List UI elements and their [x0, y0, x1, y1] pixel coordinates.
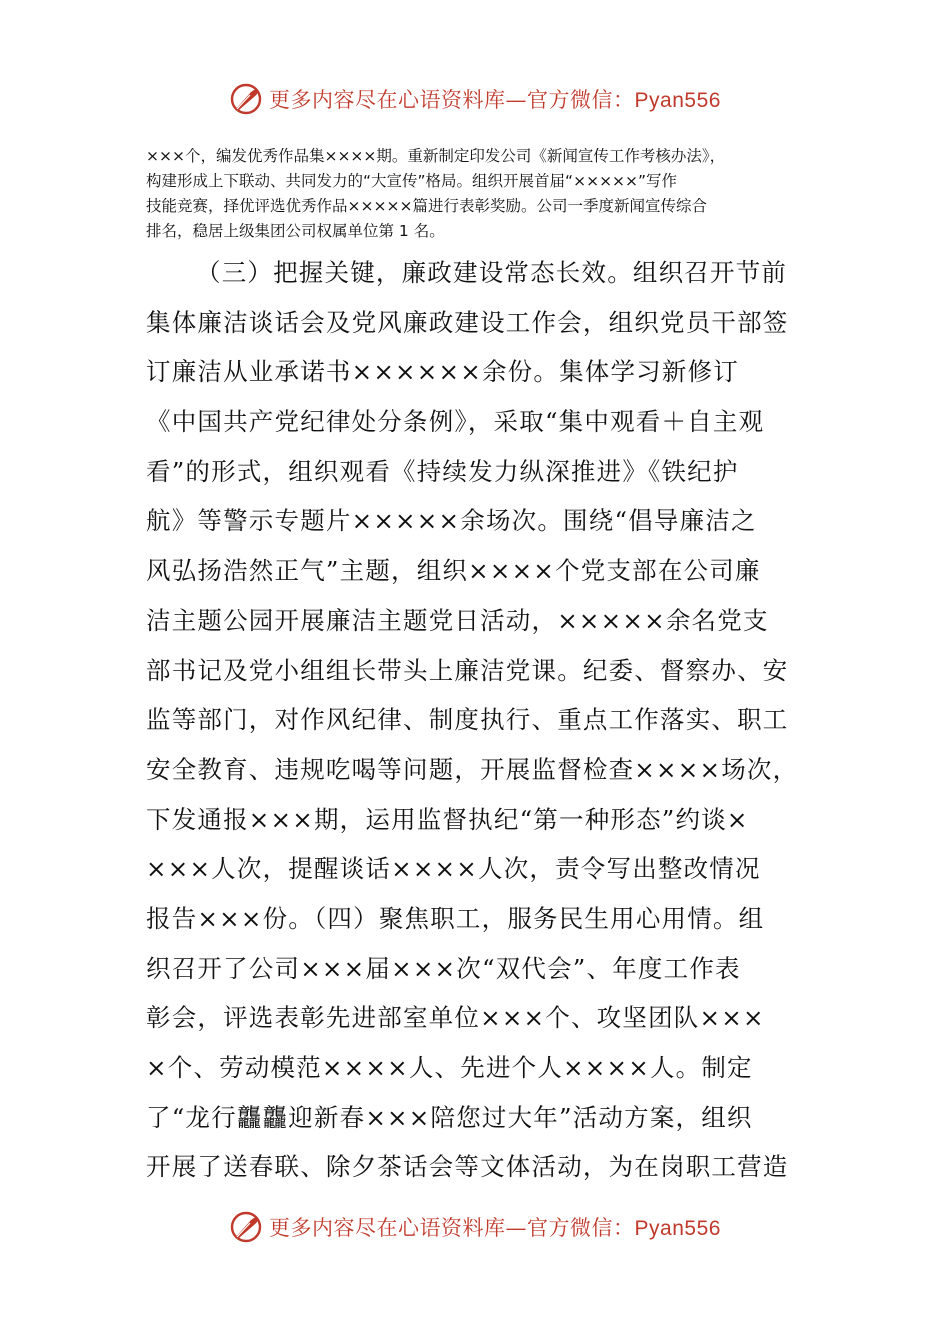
banner-text: 更多内容尽在心语资料库—官方微信：Pyan556: [269, 88, 721, 112]
body-line: 看”的形式，组织观看《持续发力纵深推进》《铁纪护: [146, 456, 739, 486]
body-line: 部书记及党小组组长带头上廉洁党课。纪委、督察办、安: [146, 655, 789, 685]
body-line: ×个、劳动模范××××人、先进个人××××人。制定: [146, 1053, 753, 1082]
body-line: 航》等警示专题片×××××余场次。围绕“倡导廉洁之: [146, 506, 757, 536]
body-line: 开展了送春联、除夕茶话会等文体活动，为在岗职工营造: [146, 1152, 789, 1182]
wechat-id: Pyan556: [634, 1217, 721, 1240]
body-line: 了“龙行龘龘迎新春×××陪您过大年”活动方案，组织: [146, 1102, 753, 1132]
wechat-id: Pyan556: [634, 89, 721, 112]
body-line: 彰会，评选表彰先进部室单位×××个、攻坚团队×××: [146, 1003, 765, 1033]
intro-line: 排名，稳居上级集团公司权属单位第 1 名。: [146, 222, 445, 240]
body-line: 风弘扬浩然正气”主题，组织××××个党支部在公司廉: [146, 556, 761, 586]
footer-banner: [0, 1210, 950, 1244]
header-banner: [0, 82, 950, 116]
body-line: 报告×××份。（四）聚焦职工，服务民生用心用情。组: [146, 903, 765, 933]
intro-line: 构建形成上下联动、共同发力的“大宣传”格局。组织开展首届“×××××”写作: [146, 172, 678, 190]
quill-pen-icon: [229, 1210, 263, 1244]
body-line: ×××人次，提醒谈话××××人次，责令写出整改情况: [146, 854, 761, 884]
body-line: 下发通报×××期，运用监督执纪“第一种形态”约谈×: [146, 804, 749, 834]
quill-pen-icon: [229, 82, 263, 116]
body-line: 订廉洁从业承诺书××××××余份。集体学习新修订: [146, 357, 739, 387]
body-line: 监等部门，对作风纪律、制度执行、重点工作落实、职工: [146, 705, 789, 735]
body-line: 安全教育、违规吃喝等问题，开展监督检查××××场次，: [146, 754, 799, 784]
body-line: （三）把握关键，廉政建设常态长效。组织召开节前: [196, 258, 788, 287]
intro-line: ×××个，编发优秀作品集××××期。重新制定印发公司《新闻宣传工作考核办法》，: [146, 147, 726, 165]
body-paragraph: [146, 248, 799, 1192]
intro-paragraph: [146, 144, 816, 244]
body-line: 洁主题公园开展廉洁主题党日活动，×××××余名党支: [146, 605, 769, 635]
banner-text: 更多内容尽在心语资料库—官方微信：Pyan556: [269, 1216, 721, 1240]
body-line: 《中国共产党纪律处分条例》，采取“集中观看＋自主观: [146, 407, 765, 437]
intro-line: 技能竞赛，择优评选优秀作品×××××篇进行表彰奖励。公司一季度新闻宣传综合: [146, 197, 707, 215]
body-line: 织召开了公司×××届×××次“双代会”、年度工作表: [146, 953, 741, 983]
body-line: 集体廉洁谈话会及党风廉政建设工作会，组织党员干部签: [146, 307, 789, 337]
